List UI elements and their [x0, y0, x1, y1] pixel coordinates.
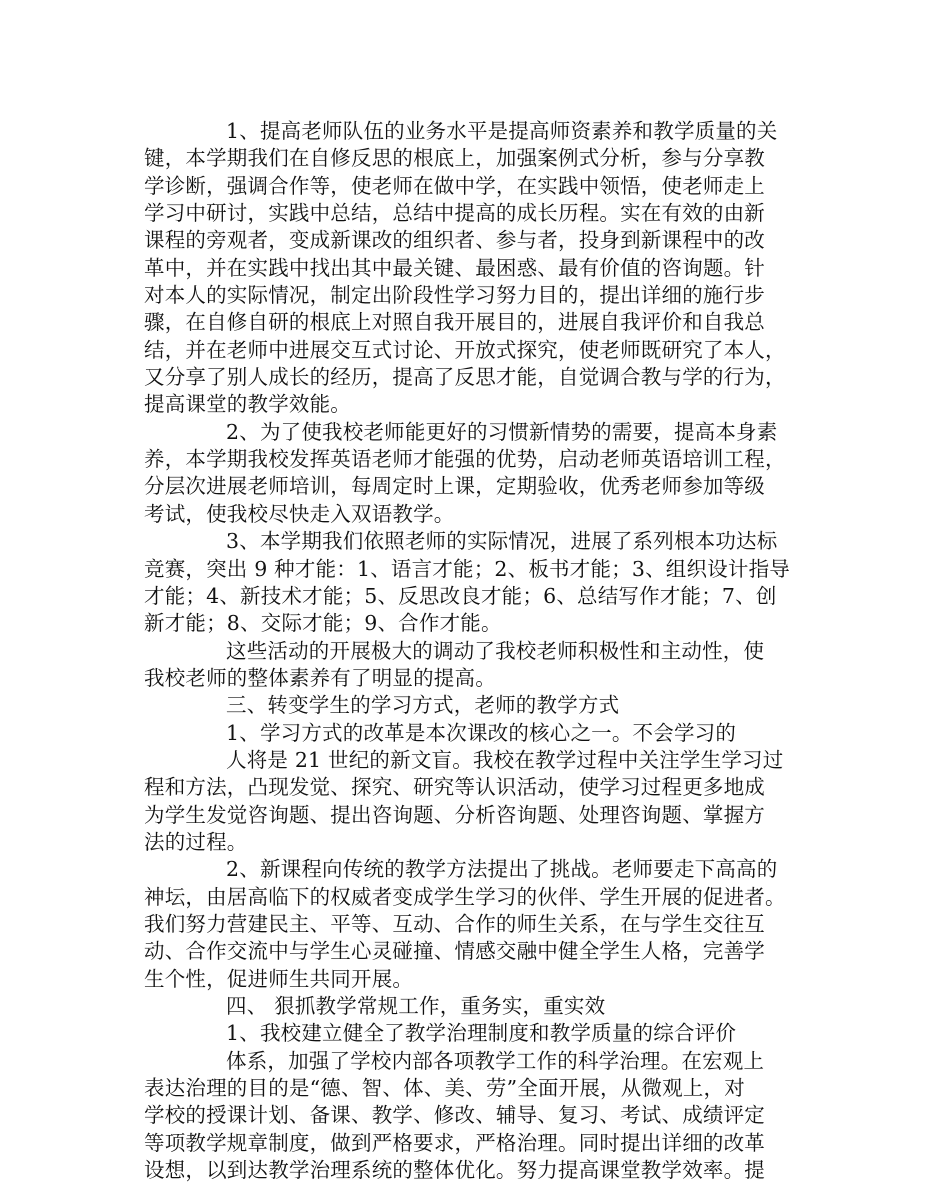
text-line: 这些活动的开展极大的调动了我校老师积极性和主动性，使	[226, 638, 765, 663]
text-line: 1、我校建立健全了教学治理制度和教学质量的综合评价	[226, 1021, 737, 1046]
text-line: 竞赛，突出 9 种才能：1、语言才能；2、板书才能；3、组织设计指导	[144, 556, 791, 581]
text-line: 结，并在老师中进展交互式讨论、开放式探究，使老师既研究了本人，	[144, 337, 786, 362]
text-line: 骤，在自修自研的根底上对照自我开展目的，进展自我评价和自我总	[144, 310, 765, 335]
text-line: 法的过程。	[144, 829, 248, 854]
text-line: 为学生发觉咨询题、提出咨询题、分析咨询题、处理咨询题、掌握方	[144, 802, 765, 827]
text-line: 1、提高老师队伍的业务水平是提高师资素养和教学质量的关	[226, 119, 778, 143]
text-line: 养，本学期我校发挥英语老师才能强的优势，启动老师英语培训工程，	[144, 447, 786, 472]
text-line: 2、为了使我校老师能更好的习惯新情势的需要，提高本身素	[226, 419, 778, 444]
section-heading: 四、 狠抓教学常规工作，重务实，重实效	[226, 994, 606, 1018]
text-line: 设想，以到达教学治理系统的整体优化。努力提高课堂教学效率。提	[144, 1158, 765, 1183]
text-line: 学习中研讨，实践中总结，总结中提高的成长历程。实在有效的由新	[144, 201, 765, 226]
text-line: 我们努力营建民主、平等、互动、合作的师生关系，在与学生交往互	[144, 911, 765, 936]
text-line: 才能；4、新技术才能；5、反思改良才能；6、总结写作才能；7、创	[144, 583, 777, 608]
text-line: 分层次进展老师培训，每周定时上课，定期验收，优秀老师参加等级	[144, 474, 765, 499]
text-line: 1、学习方式的改革是本次课改的核心之一。不会学习的	[226, 720, 737, 745]
text-line: 革中，并在实践中找出其中最关键、最困惑、最有价值的咨询题。针	[144, 255, 765, 280]
text-line: 新才能；8、交际才能；9、合作才能。	[144, 611, 502, 636]
text-line: 学诊断，强调合作等，使老师在做中学，在实践中领悟，使老师走上	[144, 173, 765, 198]
text-line: 程和方法，凸现发觉、探究、研究等认识活动，使学习过程更多地成	[144, 775, 765, 800]
text-line: 键，本学期我们在自修反思的根底上，加强案例式分析，参与分享教	[144, 146, 765, 171]
text-line: 等项教学规章制度，做到严格要求，严格治理。同时提出详细的改革	[144, 1130, 765, 1155]
section-heading: 三、转变学生的学习方式，老师的教学方式	[226, 693, 620, 718]
document-body	[144, 118, 816, 1184]
text-line: 学校的授课计划、备课、教学、修改、辅导、复习、考试、成绩评定	[144, 1103, 765, 1128]
text-line: 体系，加强了学校内部各项教学工作的科学治理。在宏观上	[226, 1048, 765, 1073]
text-line: 对本人的实际情况，制定出阶段性学习努力目的，提出详细的施行步	[144, 283, 765, 308]
text-line: 提高课堂的教学效能。	[144, 392, 351, 417]
text-line: 我校老师的整体素养有了明显的提高。	[144, 665, 496, 690]
text-line: 考试，使我校尽快走入双语教学。	[144, 501, 455, 526]
text-line: 人将是 21 世纪的新文盲。我校在教学过程中关注学生学习过	[226, 747, 784, 772]
text-line: 3、本学期我们依照老师的实际情况，进展了系列根本功达标	[226, 529, 778, 554]
text-line: 又分享了别人成长的经历，提高了反思才能，自觉调合教与学的行为，	[144, 365, 786, 390]
text-line: 表达治理的目的是“德、智、体、美、劳”全面开展，从微观上，对	[144, 1076, 745, 1101]
text-line: 生个性，促进师生共同开展。	[144, 966, 414, 991]
text-line: 2、新课程向传统的教学方法提出了挑战。老师要走下高高的	[226, 857, 778, 882]
text-line: 课程的旁观者，变成新课改的组织者、参与者，投身到新课程中的改	[144, 228, 765, 253]
text-line: 神坛，由居高临下的权威者变成学生学习的伙伴、学生开展的促进者。	[144, 884, 786, 909]
text-line: 动、合作交流中与学生心灵碰撞、情感交融中健全学生人格，完善学	[144, 939, 765, 964]
